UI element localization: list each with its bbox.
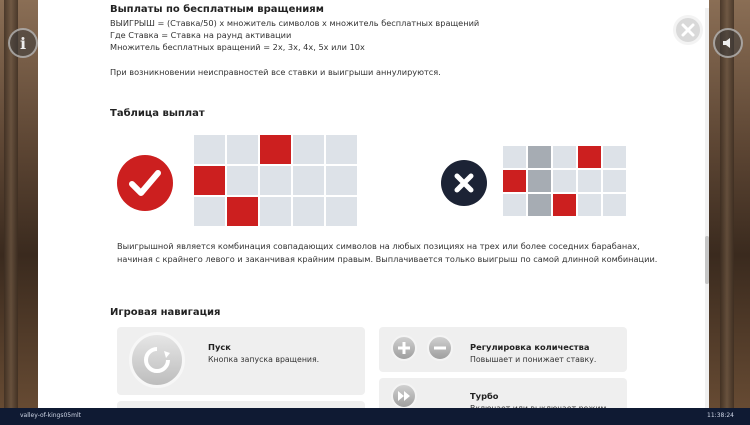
payline-cell (293, 197, 324, 226)
payline-cell (194, 166, 225, 195)
payline-cell (293, 135, 324, 164)
payline-cell (260, 135, 291, 164)
background-pillar (4, 0, 18, 425)
navigation-title: Игровая навигация (110, 307, 221, 318)
payline-cell (227, 197, 258, 226)
spin-card (117, 327, 365, 395)
taskbar-clock: 11:38:24 (707, 412, 734, 419)
cross-icon (441, 160, 487, 206)
spin-desc: Кнопка запуска вращения. (208, 355, 320, 364)
turbo-title: Турбо (470, 391, 499, 401)
payline-cell (578, 170, 601, 192)
payline-cell (293, 166, 324, 195)
paytable-title: Таблица выплат (110, 108, 205, 119)
payline-grid-invalid (503, 146, 626, 216)
payline-cell (326, 135, 357, 164)
taskbar-game-name: valley-of-kings05mlt (20, 412, 81, 419)
payline-cell (326, 166, 357, 195)
close-icon[interactable] (673, 15, 703, 45)
paytable-modal (38, 0, 709, 408)
payline-cell (326, 197, 357, 226)
spin-icon[interactable] (129, 332, 185, 388)
payline-cell (194, 135, 225, 164)
malfunction-note: При возникновении неисправностей все ставки и выигрыши аннулируются. (110, 67, 441, 77)
free-spins-line: Множитель бесплатных вращений = 2x, 3x, 4x, 5x или 10x (110, 42, 365, 52)
payline-cell (260, 166, 291, 195)
payline-cell (194, 197, 225, 226)
payline-cell (528, 194, 551, 216)
spin-title: Пуск (208, 342, 231, 352)
payline-grid-valid (194, 135, 357, 226)
payline-cell (227, 135, 258, 164)
payline-cell (528, 146, 551, 168)
fast-forward-icon[interactable] (391, 383, 417, 409)
payline-cell (603, 170, 626, 192)
payline-cell (603, 194, 626, 216)
payline-cell (578, 146, 601, 168)
payline-cell (260, 197, 291, 226)
scrollbar-track[interactable] (705, 8, 709, 408)
taskbar (0, 408, 750, 425)
free-spins-line: ВЫИГРЫШ = (Ставка/50) x множитель символов x множитель бесплатных вращений (110, 18, 480, 28)
payline-cell (578, 194, 601, 216)
payline-cell (503, 170, 526, 192)
bet-title: Регулировка количества (470, 342, 590, 352)
free-spins-line: Где Ставка = Ставка на раунд активации (110, 30, 292, 40)
payline-cell (603, 146, 626, 168)
payline-cell (528, 170, 551, 192)
bet-card (379, 327, 627, 372)
payline-cell (503, 194, 526, 216)
info-icon[interactable]: i (8, 28, 38, 58)
scrollbar-thumb[interactable] (705, 236, 709, 284)
payline-cell (227, 166, 258, 195)
minus-icon[interactable] (427, 335, 453, 361)
sound-icon[interactable] (713, 28, 743, 58)
background-pillar (720, 0, 734, 425)
checkmark-icon (117, 155, 173, 211)
free-spins-title: Выплаты по бесплатным вращениям (110, 4, 324, 15)
payline-cell (553, 146, 576, 168)
plus-icon[interactable] (391, 335, 417, 361)
payline-cell (553, 194, 576, 216)
payline-cell (553, 170, 576, 192)
paytable-description: Выигрышной является комбинация совпадающих символов на любых позициях на трех или более соседних барабанах, (117, 241, 640, 251)
payline-cell (503, 146, 526, 168)
paytable-description: начиная с крайнего левого и заканчивая крайним правым. Выплачивается только выигрыш по самой длинной комбинации. (117, 254, 658, 264)
bet-desc: Повышает и понижает ставку. (470, 355, 597, 364)
